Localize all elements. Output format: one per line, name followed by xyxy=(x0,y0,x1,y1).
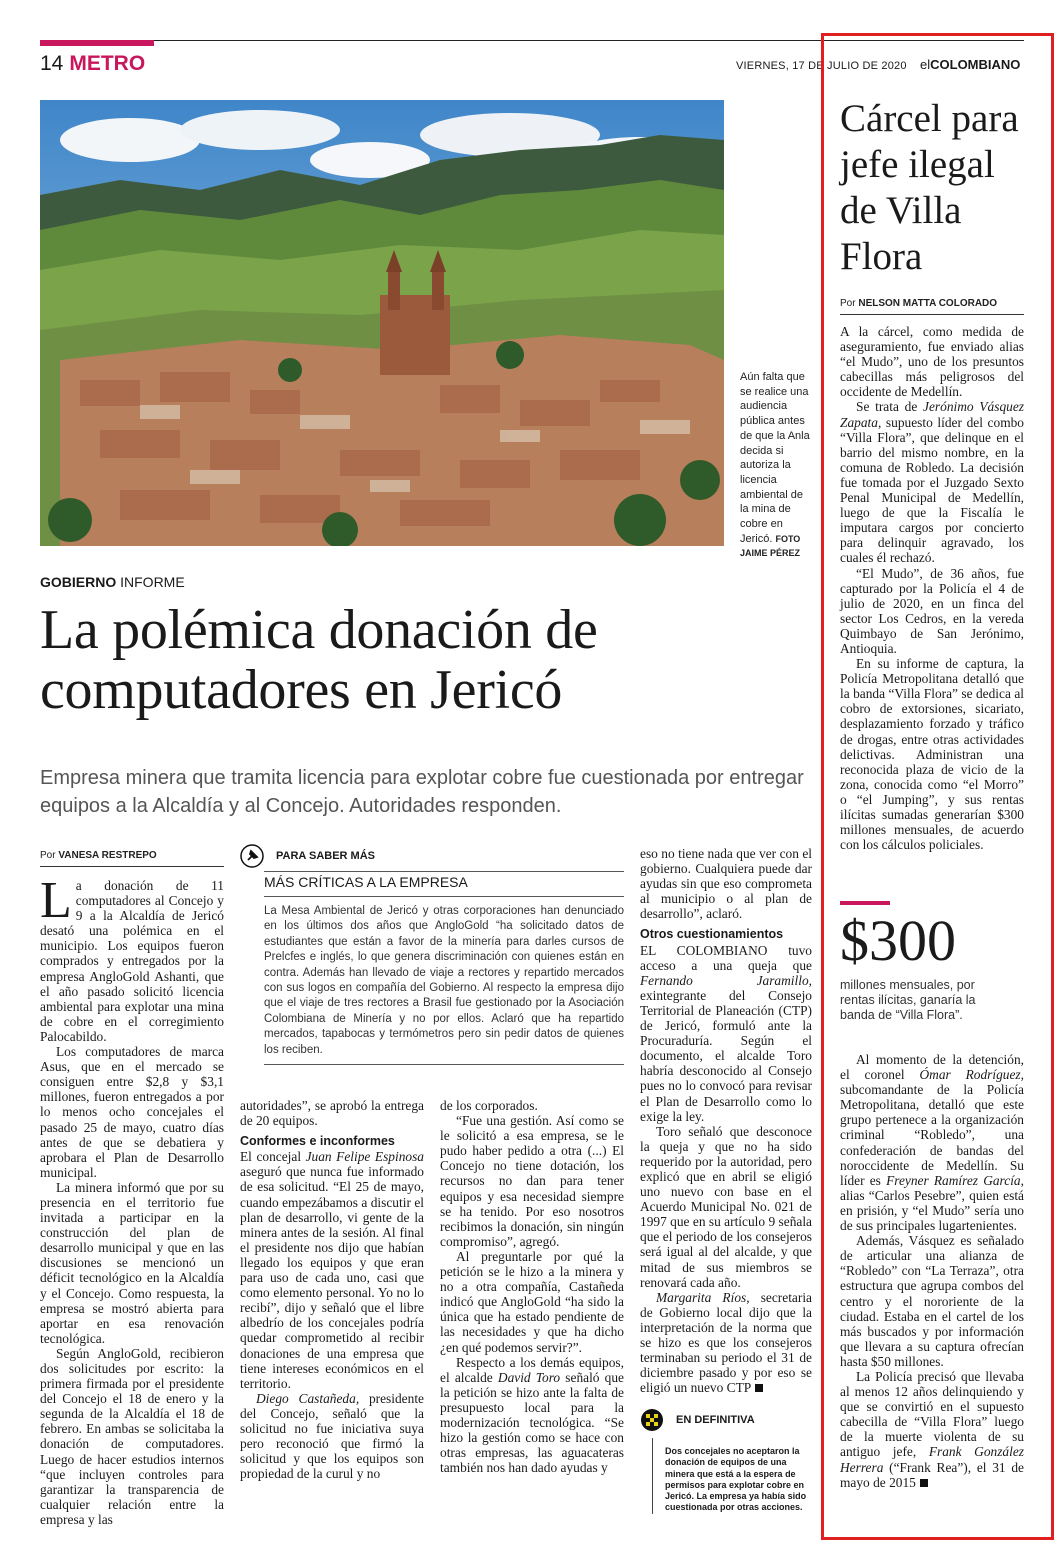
side-story-column-1 xyxy=(840,324,1024,852)
side-story-column-2 xyxy=(840,1052,1024,1490)
paragraph: “El Mudo”, de 36 años, fue capturado por la Policía el 4 de julio de 2020, en un finca del sector Los Cedros, en la vereda Quimbayo de San Jerónimo, Antioquia. xyxy=(840,565,1024,656)
person-name: Freyner Ramírez García xyxy=(886,1172,1021,1188)
article-byline xyxy=(40,850,157,861)
paragraph: autoridades”, se aprobó la entrega de 20 equipos. xyxy=(240,1098,424,1129)
paragraph: Además, Vásquez es señalado de articular una alianza de “Robledo” con “La Terraza”, otra estructura que agrupa combos del centro y el nororiente de la ciudad. Estaba en el cartel de los más buscados y por información que llevara a su captura ofrecían hasta $50 millones. xyxy=(840,1233,1024,1369)
drop-cap: L xyxy=(40,872,72,929)
stat-description: millones mensuales, por rentas ilícitas, ganaría la banda de “Villa Flora”. xyxy=(840,978,976,1022)
photo-caption xyxy=(740,370,812,561)
subhead: Conformes e inconformes xyxy=(240,1134,395,1149)
person-name: Ómar Rodríguez xyxy=(919,1067,1021,1083)
paragraph xyxy=(840,1369,1024,1490)
side-story-headline: Cárcel para jefe ilegal de Villa Flora xyxy=(840,97,1019,278)
paragraph xyxy=(240,1391,424,1482)
paragraph xyxy=(440,1355,624,1476)
end-mark-icon xyxy=(755,1384,763,1392)
paragraph: Toro señaló que desconoce la queja y que no ha sido requerido por la autoridad, pero explicó que en abril se eligió uno nuevo con base en el Acuerdo Municipal No. 021 de 1997 que en su artículo 9 señala que el periodo de los consejeros será igual al del alcalde, y que mitad de sus miembros se renovará cada año. xyxy=(640,1123,812,1290)
person-name: David Toro xyxy=(497,1369,561,1385)
stat-value: $300 xyxy=(840,908,956,973)
byline-rule xyxy=(840,314,1024,315)
paragraph-text: a donación de 11 computadores al Concejo y 9 a la Alcaldía de Jericó desató una polémica en el municipio. Los equipos fueron comprados y entregados por la empresa AngloGold Ashanti, que el año pasado solicitó licencia ambiental para explotar una mina de cobre en el corregimiento Palocabildo. xyxy=(40,878,224,1044)
side-story-byline xyxy=(840,298,997,309)
paragraph: La minera informó que por su presencia en el territorio fue invitada a participar en la construcción del plan de desarrollo municipal y que en las discusiones se mencionó un déficit tecnológico en la Alcaldía y el Concejo. Como respuesta, la empresa se mostró abierta para aportar en esa renovación tecnológica. xyxy=(40,1179,224,1346)
sidebar-title: MÁS CRÍTICAS A LA EMPRESA xyxy=(264,871,624,897)
article-column-3 xyxy=(440,1098,624,1475)
article-headline: La polémica donación de computadores en Jericó xyxy=(40,599,598,721)
paragraph xyxy=(40,872,224,1044)
sidebar-text: La Mesa Ambiental de Jericó y otras corporaciones han denunciado en los últimos dos años que AngloGold “ha solicitado datos de estudiantes que están a favor de la minería para darles cursos de Prelcfes e inglés, lo que genera discriminación con quienes están en contra. Además han llevado de viaje a rectores y repartido mercados con sus logos en compañía del Gobierno. Al respecto la empresa dijo que el viaje de tres rectores a Brasil fue gestionado por la Asociación Colombiana de Minería y no por ellos. Aclaró que ha repartido mercados, tapabocas y termómetros pero sin pedir datos de quienes los reciben. xyxy=(264,904,624,1065)
paragraph-text: , subcomandante de la Policía Metropolitana, detalló que este grupo pertenece a la organización criminal “Robledo”, una confederación de bandas del noroccidente de Medellín. Su líder es xyxy=(840,1067,1024,1188)
paragraph-text: señaló que la petición se hizo ante la falta de presupuesto local para la modernización tecnológica. “Se hizo la gestión como se hace con otras empresas, las aguacateras también nos han dado ayudas y xyxy=(440,1369,624,1476)
town-photo-illustration xyxy=(40,100,724,546)
paragraph-text: (“Frank Rea”), el 31 de mayo de 2015 xyxy=(840,1459,1024,1490)
person-name: Fernando Jaramillo xyxy=(640,972,809,988)
section-name: METRO xyxy=(69,52,146,75)
subhead: Otros cuestionamientos xyxy=(640,927,784,942)
paragraph: Los computadores de marca Asus, que en el mercado se consiguen entre $2,8 y $3,1 millones, fueron entregados a por lo menos ocho concejales el pasado 25 de mayo, cuatro días antes de que se debatiera y aprobara el Plan de Desarrollo municipal. xyxy=(40,1044,224,1180)
stat-accent-bar xyxy=(840,901,890,905)
byline-prefix: Por xyxy=(840,298,856,309)
photo-caption-text: Aún falta que se realice una audiencia pública antes de que la Anla decida si autoriza la licencia ambiental de la mina de cobre en Jericó. xyxy=(740,371,810,545)
paragraph xyxy=(840,399,1024,565)
person-name: Frank González Herrera xyxy=(840,1444,1024,1475)
paragraph-text: Respecto a los demás equipos, el alcalde xyxy=(440,1354,624,1385)
end-mark-icon xyxy=(920,1479,928,1487)
paragraph xyxy=(640,1290,812,1396)
byline-author: NELSON MATTA COLORADO xyxy=(858,298,998,309)
kicker-section: GOBIERNO xyxy=(40,574,117,590)
paragraph-text: , presidente del Concejo, señaló que la solicitud no fue iniciativa suya pero reconoció que firmó la solicitud y que los equipos son propiedad de la curul y no xyxy=(240,1390,424,1482)
byline-author: VANESA RESTREPO xyxy=(58,850,157,861)
checker-icon xyxy=(640,1408,664,1432)
person-name: Diego Castañeda xyxy=(256,1390,356,1406)
article-kicker xyxy=(40,574,185,590)
article-deck: Empresa minera que tramita licencia para explotar cobre fue cuestionada por entregar equipos a la Alcaldía y al Concejo. Autoridades responden. xyxy=(40,767,804,817)
paragraph-text: Se trata de xyxy=(856,399,924,415)
masthead-name: COLOMBIANO xyxy=(930,57,1021,72)
paragraph: de los corporados. xyxy=(440,1098,538,1113)
paragraph-text: , alias “Carlos Pesebre”, quien está en prisión, y “el Mudo” sería uno de sus principales lugartenientes. xyxy=(840,1172,1024,1234)
person-name: Juan Felipe Espinosa xyxy=(305,1149,425,1165)
person-name: Margarita Ríos xyxy=(656,1289,747,1305)
paragraph-text: aseguró que nunca fue informado de esa solicitud. “El 25 de mayo, cuando empezábamos a discutir el plan de desarrollo, vi gente de la minera antes de la sesión. Al final el presidente nos dijo que habían llegado los equipos y que eran para uso de cada uno, casi que como elemento personal. Yo no lo recibí”, dijo y señaló que el libre albedrío de los concejales podría quedar comprometido al recibir donaciones de una empresa que tiene intereses económicos en el territorio. xyxy=(240,1164,424,1391)
pushpin-icon xyxy=(240,844,264,868)
issue-date: VIERNES, 17 DE JULIO DE 2020 xyxy=(736,60,907,72)
page-number: 14 xyxy=(40,52,64,75)
summary-label: EN DEFINITIVA xyxy=(676,1414,755,1426)
paragraph xyxy=(240,1149,424,1391)
town-photo xyxy=(40,100,724,546)
paragraph: A la cárcel, como medida de aseguramiento, fue enviado alias “el Mudo”, uno de los presuntos cabecillas más peligrosos del occidente de Medellín. xyxy=(840,324,1024,400)
article-column-2 xyxy=(240,1098,424,1481)
paragraph-text: , secretaria de Gobierno local dijo que la interpretación de la norma que se hizo es que los consejeros terminaban su periodo el 31 de diciembre pasado y por eso se eligió un nuevo CTP xyxy=(640,1289,812,1396)
paragraph: Según AngloGold, recibieron dos solicitudes por escrito: la primera firmada por el presidente del Concejo el 18 de enero y la segunda de la Alcaldía el 18 de febrero. En ambas se solicitaba la donación de computadores. Luego de hacer estudios internos “que incluyen controles para garantizar la transparencia de cualquier relación entre la empresa y las xyxy=(40,1345,224,1527)
article-column-1 xyxy=(40,872,224,1527)
byline-prefix: Por xyxy=(40,850,56,861)
sidebar-label: PARA SABER MÁS xyxy=(276,850,376,862)
paragraph-text: Al momento de la detención, el coronel xyxy=(840,1052,1024,1083)
person-name: Jerónimo Vásquez Zapata xyxy=(840,399,1024,430)
paragraph: En su informe de captura, la Policía Metropolitana detalló que la banda “Villa Flora” se dedica al cobro de extorsiones, sicariato, desplazamiento forzado y tráfico de drogas, entre otras actividades delictivas. Administran una reconocida plaza de vicio de la zona, conocida como “el Morro” o “el Jumping”, y sus rentas ilícitas sumadas generarían $300 millones mensuales, de acuerdo con los cálculos policiales. xyxy=(840,656,1024,853)
paragraph: Al preguntarle por qué la petición se le hizo a la minera y no a otra compañía, Castañeda indicó que AngloGold “ha sido la única que ha estado pendiente de las necesidades y que ha dicho ¿en qué podemos servir?”. xyxy=(440,1248,624,1355)
paragraph xyxy=(640,943,812,1124)
paragraph xyxy=(840,1052,1024,1233)
paragraph-text: La Policía precisó que llevaba al menos 12 años delinquiendo y que se convirtió en el supuesto cabecilla de “Villa Flora” luego de la muerte violenta de su antiguo jefe, xyxy=(840,1368,1024,1460)
kicker-type: INFORME xyxy=(120,574,185,590)
paragraph-text: , exintegrante del Consejo Territorial de Planeación (CTP) de Jericó, formuló ante la Procuraduría. Según el documento, el alcalde Toro habría desconocido al Consejo pues no lo convocó para revisar el Plan de Desarrollo como lo exige la ley. xyxy=(640,972,812,1124)
section-accent-bar xyxy=(40,40,154,46)
paragraph-text: , supuesto líder del combo “Villa Flora”, que delinque en el barrio del mismo nombre, en la comuna de Robledo. La decisión fue tomada por el Juzgado Sexto Penal Municipal de Medellín, luego de que la Fiscalía le imputara cargos por concierto para delinquir agravado, los cuales él rechazó. xyxy=(840,414,1024,566)
paragraph: eso no tiene nada que ver con el gobierno. Cualquiera puede dar ayudas sin que eso comprometa al municipio o al plan de desarrollo”, aclaró. xyxy=(640,846,812,922)
paragraph: “Fue una gestión. Así como se le solicitó a esa empresa, se le pudo haber pedido a otra (...) El Concejo no tiene dotación, los recursos no dan para tener equipos y esa necesidad siempre se ha tenido. Por eso nosotros recibimos la donación, sin ningún compromiso”, agregó. xyxy=(440,1113,624,1249)
photo-credit: FOTO JAIME PÉREZ xyxy=(740,533,801,559)
paragraph-text: El concejal xyxy=(240,1149,306,1165)
byline-rule xyxy=(40,866,224,867)
page-header xyxy=(40,52,145,76)
masthead-el: el xyxy=(920,57,931,72)
article-column-4 xyxy=(640,846,812,1395)
summary-text: Dos concejales no aceptaron la donación de equipos de una minera que está a la espera de permisos para explotar cobre en Jericó. La empresa ya había sido cuestionada por otras acciones. xyxy=(652,1438,814,1514)
paragraph-text: EL COLOMBIANO tuvo acceso a una queja que xyxy=(640,942,812,973)
